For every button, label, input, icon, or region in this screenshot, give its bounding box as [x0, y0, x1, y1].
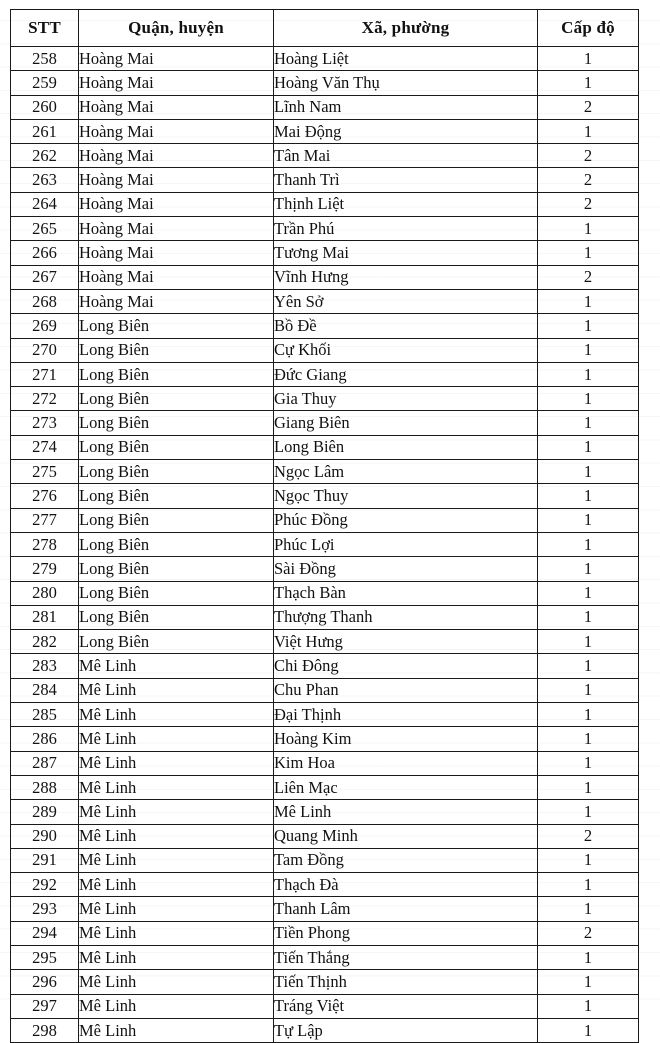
- cell-district: Long Biên: [79, 532, 274, 556]
- cell-ward: Tiến Thắng: [274, 945, 538, 969]
- table-row: [11, 241, 639, 265]
- cell-level: 1: [538, 557, 639, 581]
- cell-stt: 293: [11, 897, 79, 921]
- cell-ward: Thạch Đà: [274, 873, 538, 897]
- cell-stt: 279: [11, 557, 79, 581]
- table-row: [11, 775, 639, 799]
- table-header: [11, 10, 639, 47]
- cell-ward: Tiến Thịnh: [274, 970, 538, 994]
- cell-level: 1: [538, 727, 639, 751]
- column-header-district: Quận, huyện: [79, 10, 274, 47]
- cell-district: Mê Linh: [79, 654, 274, 678]
- cell-level: 2: [538, 192, 639, 216]
- cell-level: 1: [538, 897, 639, 921]
- cell-district: Mê Linh: [79, 945, 274, 969]
- cell-level: 1: [538, 532, 639, 556]
- cell-ward: Chi Đông: [274, 654, 538, 678]
- cell-ward: Lĩnh Nam: [274, 95, 538, 119]
- table-row: [11, 605, 639, 629]
- cell-stt: 263: [11, 168, 79, 192]
- cell-level: 2: [538, 265, 639, 289]
- cell-level: 1: [538, 411, 639, 435]
- table-row: [11, 265, 639, 289]
- table-row: [11, 314, 639, 338]
- cell-district: Long Biên: [79, 338, 274, 362]
- cell-district: Mê Linh: [79, 678, 274, 702]
- cell-level: 2: [538, 168, 639, 192]
- table-row: [11, 217, 639, 241]
- cell-district: Long Biên: [79, 411, 274, 435]
- cell-stt: 271: [11, 362, 79, 386]
- cell-stt: 286: [11, 727, 79, 751]
- column-header-level: Cấp độ: [538, 10, 639, 47]
- cell-district: Long Biên: [79, 362, 274, 386]
- cell-stt: 259: [11, 71, 79, 95]
- cell-level: 1: [538, 1018, 639, 1042]
- cell-stt: 270: [11, 338, 79, 362]
- cell-district: Mê Linh: [79, 970, 274, 994]
- cell-stt: 292: [11, 873, 79, 897]
- table-row: [11, 678, 639, 702]
- cell-ward: Hoàng Văn Thụ: [274, 71, 538, 95]
- cell-level: 2: [538, 921, 639, 945]
- cell-ward: Hoàng Liệt: [274, 47, 538, 71]
- cell-ward: Tân Mai: [274, 144, 538, 168]
- cell-district: Mê Linh: [79, 727, 274, 751]
- table-row: [11, 289, 639, 313]
- table-row: [11, 1018, 639, 1042]
- table-body: [11, 47, 639, 1043]
- cell-district: Hoàng Mai: [79, 95, 274, 119]
- cell-stt: 274: [11, 435, 79, 459]
- table-row: [11, 460, 639, 484]
- cell-ward: Bồ Đề: [274, 314, 538, 338]
- cell-level: 1: [538, 678, 639, 702]
- cell-stt: 262: [11, 144, 79, 168]
- cell-district: Mê Linh: [79, 994, 274, 1018]
- cell-ward: Phúc Lợi: [274, 532, 538, 556]
- cell-district: Hoàng Mai: [79, 289, 274, 313]
- cell-level: 1: [538, 848, 639, 872]
- cell-level: 1: [538, 994, 639, 1018]
- cell-ward: Tự Lập: [274, 1018, 538, 1042]
- cell-level: 1: [538, 508, 639, 532]
- cell-stt: 281: [11, 605, 79, 629]
- cell-stt: 265: [11, 217, 79, 241]
- cell-district: Hoàng Mai: [79, 144, 274, 168]
- cell-stt: 284: [11, 678, 79, 702]
- cell-level: 1: [538, 605, 639, 629]
- cell-ward: Ngọc Lâm: [274, 460, 538, 484]
- table-row: [11, 727, 639, 751]
- cell-level: 1: [538, 47, 639, 71]
- cell-stt: 261: [11, 119, 79, 143]
- cell-district: Long Biên: [79, 435, 274, 459]
- cell-stt: 267: [11, 265, 79, 289]
- cell-stt: 291: [11, 848, 79, 872]
- cell-stt: 273: [11, 411, 79, 435]
- cell-level: 1: [538, 581, 639, 605]
- cell-district: Mê Linh: [79, 1018, 274, 1042]
- table-row: [11, 484, 639, 508]
- cell-level: 1: [538, 800, 639, 824]
- table-row: [11, 532, 639, 556]
- cell-level: 1: [538, 289, 639, 313]
- table-row: [11, 630, 639, 654]
- cell-stt: 287: [11, 751, 79, 775]
- table-row: [11, 800, 639, 824]
- table-row: [11, 192, 639, 216]
- cell-level: 2: [538, 144, 639, 168]
- cell-stt: 258: [11, 47, 79, 71]
- cell-level: 2: [538, 95, 639, 119]
- cell-stt: 280: [11, 581, 79, 605]
- cell-district: Long Biên: [79, 508, 274, 532]
- cell-stt: 288: [11, 775, 79, 799]
- cell-level: 1: [538, 751, 639, 775]
- cell-ward: Tương Mai: [274, 241, 538, 265]
- cell-stt: 264: [11, 192, 79, 216]
- cell-ward: Cự Khối: [274, 338, 538, 362]
- cell-level: 2: [538, 824, 639, 848]
- cell-level: 1: [538, 873, 639, 897]
- cell-level: 1: [538, 703, 639, 727]
- cell-level: 1: [538, 387, 639, 411]
- cell-stt: 283: [11, 654, 79, 678]
- cell-ward: Sài Đồng: [274, 557, 538, 581]
- cell-stt: 282: [11, 630, 79, 654]
- cell-district: Mê Linh: [79, 800, 274, 824]
- cell-ward: Long Biên: [274, 435, 538, 459]
- table-row: [11, 824, 639, 848]
- table-row: [11, 581, 639, 605]
- table-row: [11, 362, 639, 386]
- table-row: [11, 47, 639, 71]
- cell-stt: 294: [11, 921, 79, 945]
- cell-level: 1: [538, 970, 639, 994]
- cell-district: Long Biên: [79, 387, 274, 411]
- administrative-levels-table: [10, 9, 639, 1043]
- cell-stt: 272: [11, 387, 79, 411]
- cell-stt: 275: [11, 460, 79, 484]
- cell-level: 1: [538, 945, 639, 969]
- cell-district: Long Biên: [79, 557, 274, 581]
- table-row: [11, 144, 639, 168]
- cell-district: Long Biên: [79, 605, 274, 629]
- cell-ward: Thạch Bàn: [274, 581, 538, 605]
- cell-level: 1: [538, 241, 639, 265]
- cell-level: 1: [538, 71, 639, 95]
- cell-stt: 290: [11, 824, 79, 848]
- table-row: [11, 654, 639, 678]
- table-row: [11, 897, 639, 921]
- cell-stt: 260: [11, 95, 79, 119]
- cell-ward: Thịnh Liệt: [274, 192, 538, 216]
- cell-district: Hoàng Mai: [79, 265, 274, 289]
- cell-ward: Chu Phan: [274, 678, 538, 702]
- cell-stt: 278: [11, 532, 79, 556]
- cell-level: 1: [538, 362, 639, 386]
- cell-ward: Việt Hưng: [274, 630, 538, 654]
- table-row: [11, 751, 639, 775]
- cell-district: Mê Linh: [79, 703, 274, 727]
- column-header-stt: STT: [11, 10, 79, 47]
- table-row: [11, 95, 639, 119]
- cell-district: Hoàng Mai: [79, 47, 274, 71]
- cell-district: Long Biên: [79, 630, 274, 654]
- table-row: [11, 119, 639, 143]
- cell-ward: Kim Hoa: [274, 751, 538, 775]
- table-row: [11, 435, 639, 459]
- table-row: [11, 921, 639, 945]
- cell-district: Mê Linh: [79, 921, 274, 945]
- cell-ward: Thanh Trì: [274, 168, 538, 192]
- cell-ward: Mê Linh: [274, 800, 538, 824]
- cell-ward: Giang Biên: [274, 411, 538, 435]
- cell-stt: 277: [11, 508, 79, 532]
- cell-district: Mê Linh: [79, 751, 274, 775]
- table-row: [11, 71, 639, 95]
- cell-district: Mê Linh: [79, 775, 274, 799]
- table-row: [11, 848, 639, 872]
- cell-ward: Liên Mạc: [274, 775, 538, 799]
- cell-stt: 285: [11, 703, 79, 727]
- cell-level: 1: [538, 314, 639, 338]
- cell-district: Hoàng Mai: [79, 217, 274, 241]
- cell-ward: Tráng Việt: [274, 994, 538, 1018]
- cell-ward: Trần Phú: [274, 217, 538, 241]
- cell-level: 1: [538, 217, 639, 241]
- cell-ward: Thượng Thanh: [274, 605, 538, 629]
- cell-ward: Yên Sở: [274, 289, 538, 313]
- cell-district: Hoàng Mai: [79, 168, 274, 192]
- cell-ward: Đại Thịnh: [274, 703, 538, 727]
- cell-district: Long Biên: [79, 581, 274, 605]
- cell-district: Mê Linh: [79, 824, 274, 848]
- cell-stt: 296: [11, 970, 79, 994]
- table-header-row: [11, 10, 639, 47]
- cell-stt: 268: [11, 289, 79, 313]
- cell-ward: Thanh Lâm: [274, 897, 538, 921]
- table-row: [11, 557, 639, 581]
- cell-stt: 276: [11, 484, 79, 508]
- cell-district: Hoàng Mai: [79, 192, 274, 216]
- cell-district: Long Biên: [79, 460, 274, 484]
- cell-ward: Gia Thuy: [274, 387, 538, 411]
- table-row: [11, 338, 639, 362]
- cell-ward: Đức Giang: [274, 362, 538, 386]
- column-header-ward: Xã, phường: [274, 10, 538, 47]
- cell-district: Hoàng Mai: [79, 71, 274, 95]
- table-row: [11, 873, 639, 897]
- table-row: [11, 994, 639, 1018]
- cell-stt: 289: [11, 800, 79, 824]
- cell-level: 1: [538, 654, 639, 678]
- cell-level: 1: [538, 775, 639, 799]
- table-row: [11, 411, 639, 435]
- cell-level: 1: [538, 338, 639, 362]
- cell-level: 1: [538, 460, 639, 484]
- cell-district: Mê Linh: [79, 873, 274, 897]
- table-row: [11, 168, 639, 192]
- cell-district: Long Biên: [79, 484, 274, 508]
- cell-stt: 269: [11, 314, 79, 338]
- table-row: [11, 387, 639, 411]
- cell-ward: Vĩnh Hưng: [274, 265, 538, 289]
- cell-level: 1: [538, 484, 639, 508]
- cell-stt: 295: [11, 945, 79, 969]
- cell-ward: Mai Động: [274, 119, 538, 143]
- cell-ward: Tam Đồng: [274, 848, 538, 872]
- table-row: [11, 508, 639, 532]
- table-row: [11, 703, 639, 727]
- table-row: [11, 970, 639, 994]
- cell-ward: Quang Minh: [274, 824, 538, 848]
- cell-district: Hoàng Mai: [79, 119, 274, 143]
- cell-district: Long Biên: [79, 314, 274, 338]
- cell-ward: Tiền Phong: [274, 921, 538, 945]
- cell-level: 1: [538, 630, 639, 654]
- cell-ward: Phúc Đồng: [274, 508, 538, 532]
- cell-district: Hoàng Mai: [79, 241, 274, 265]
- levels-table-container: [10, 9, 638, 1043]
- cell-stt: 266: [11, 241, 79, 265]
- cell-district: Mê Linh: [79, 897, 274, 921]
- cell-ward: Ngọc Thuy: [274, 484, 538, 508]
- table-row: [11, 945, 639, 969]
- cell-level: 1: [538, 119, 639, 143]
- cell-ward: Hoàng Kim: [274, 727, 538, 751]
- cell-level: 1: [538, 435, 639, 459]
- cell-stt: 298: [11, 1018, 79, 1042]
- cell-district: Mê Linh: [79, 848, 274, 872]
- cell-stt: 297: [11, 994, 79, 1018]
